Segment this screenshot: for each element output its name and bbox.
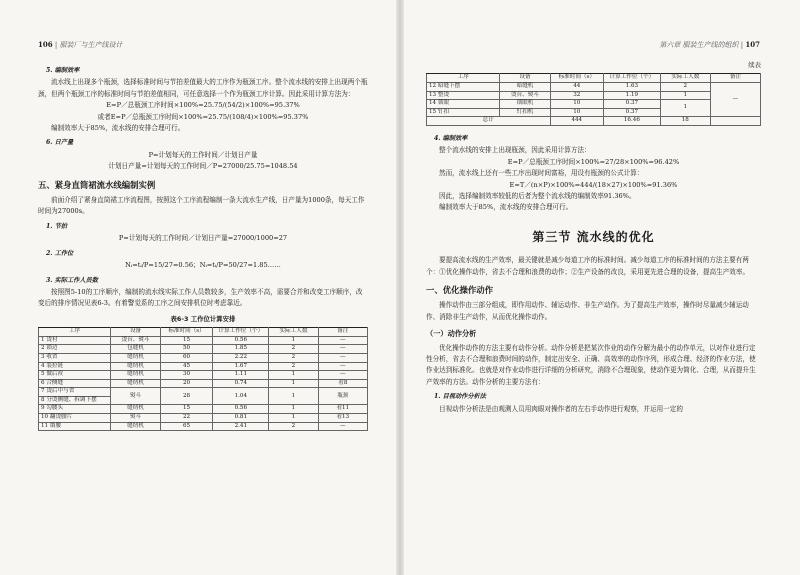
cell-note: — [318, 345, 367, 354]
cell-calc: 0.56 [213, 336, 269, 345]
paragraph: 因此，选择编制效率较低的后者为整个流水线的编制效率91.36%。 [439, 192, 636, 200]
cell-note: — [318, 422, 367, 431]
col-header: 备注 [318, 328, 367, 337]
table-row [39, 353, 368, 362]
cell-actual: 2 [269, 422, 318, 431]
workstation-table [38, 327, 368, 431]
table-caption: 表6-3 工作位计算安排 [170, 314, 236, 323]
cell-equipment: 烫台、熨斗 [111, 336, 160, 345]
paragraph: 整个流水线的安排上出现瓶颈，因此采用计算方法： [439, 146, 591, 155]
cell-process: 9 勾腰头 [39, 405, 111, 414]
cell-equipment: 包缝机 [111, 345, 160, 354]
cell-time: 60 [160, 353, 213, 362]
cell-equipment: 缝纫机 [111, 362, 160, 371]
cell-process: 11 绱腰 [39, 422, 111, 431]
formula: E=T／(n×P)×100%=444/(18×27)×100%=91.36% [509, 180, 678, 189]
cell-actual: 1 [269, 336, 318, 345]
cell-actual: 2 [269, 345, 318, 354]
right-running-header [659, 40, 760, 50]
cell-process: 1 烫衬 [39, 336, 111, 345]
paragraph: 目视动作分析法是由观测人员用肉眼对操作者的左右手动作进行观察，并运用一定的 [439, 404, 683, 413]
cell-note: 看8 [318, 379, 367, 388]
cell-calc: 1.19 [604, 91, 661, 100]
col-header: 工序 [427, 74, 500, 83]
cell-equipment: 烫台、熨斗 [500, 91, 550, 100]
cell-note: — [318, 371, 367, 380]
table-row [39, 362, 368, 371]
cell-time: 22 [160, 414, 213, 423]
subheading-visual-analysis: 1. 目视动作分析法 [434, 393, 486, 401]
cell-equipment: 熨斗 [111, 414, 160, 423]
paragraph: 然而，流水线上还有一些工序出现时间富裕，用设有瓶颈的公式计算： [439, 169, 644, 178]
paragraph: 前面介绍了紧身直筒裙工序流程图，按照这个工序流程编制一条大流水生产线，日产量为1000条，每天工作时间为27000s。 [38, 196, 365, 216]
col-header: 计算工作位（个） [604, 74, 661, 83]
cell-time: 44 [550, 83, 603, 92]
cell-time: 50 [160, 345, 213, 354]
book-title: 服装厂与生产线设计 [59, 41, 123, 49]
left-running-header [38, 40, 122, 50]
cell-note: 看11 [318, 405, 367, 414]
subheading-workstation: 2. 工作位 [46, 249, 74, 257]
table-row [39, 422, 368, 431]
cell-calc: 1.04 [213, 388, 269, 405]
cell-equipment: 锁眼机 [500, 100, 550, 109]
col-header: 标准时间（s） [160, 328, 213, 337]
cell-calc: 0.37 [604, 100, 661, 109]
formula: P=计划每天的工作时间／计划日产量 [148, 150, 258, 159]
paragraph: 编制效率大于85%，流水线的安排合理可行。 [51, 124, 185, 133]
col-header: 实际工人数 [269, 328, 318, 337]
col-header: 标准时间（s） [550, 74, 603, 83]
paragraph: 优化操作动作的方法主要有动作分析。动作分析是把某次作业的动作分解为最小的动作单元，以对作业进行定性分析，省去不合理和浪费时间的动作，制定出安全、正确、高效率的动作序列，形成合理、经济的作业方法，使作业达到标准化。也就是对作业动作进行详细的分析研究，消除不合理现象，使动作更为简化、合理，从而提升生产效率的方法。动作分析的主要方法有： [426, 343, 756, 386]
table-row [39, 388, 368, 397]
cell-calc: 0.37 [604, 108, 661, 117]
cell-process: 14 锁眼 [427, 100, 500, 109]
col-header: 实际工人数 [660, 74, 710, 83]
cell-actual: 2 [660, 83, 710, 92]
paragraph: 按照图5-10的工序顺序，编制的流水线实际工作人员数较多，生产效率不高，需要合并和改变工序顺序，改变后的排序情况见表6-3。有着警觉系的工序之间安排机位时考虑靠近。 [38, 287, 363, 308]
cell-note [710, 117, 760, 126]
cell-actual: 18 [660, 117, 710, 126]
cell-time: 45 [160, 362, 213, 371]
table-row [39, 345, 368, 354]
formula: P=计划每天的工作时间／计划日产量=27000/1000=27 [118, 234, 288, 243]
cell-total-label: 总计 [427, 117, 551, 126]
table-row [39, 379, 368, 388]
paragraph: 要提高流水线的生产效率，最关键就是减少每道工序的标准时间。减少每道工序的标准时间的方法主要有两个：①优化操作动作，省去不合理和浪费的动作；②生产设备的改良，采用更先进合理的设备，提高生产效率。 [426, 256, 750, 276]
col-header: 工序 [39, 328, 111, 337]
left-page-number: 106 [38, 40, 53, 49]
cell-note: — [318, 336, 367, 345]
cell-time: 444 [550, 117, 603, 126]
cell-equipment: 熨斗 [111, 388, 160, 405]
cell-note: — [318, 362, 367, 371]
cell-process: 5 做后衩 [39, 371, 111, 380]
cell-equipment: 缝纫机 [111, 353, 160, 362]
right-page [402, 0, 800, 575]
cell-actual: 1 [269, 388, 318, 405]
cell-equipment: 缝纫机 [111, 371, 160, 380]
section-heading: 一、优化操作动作 [426, 285, 493, 296]
cell-process: 2 锁边 [39, 345, 111, 354]
formula: 或者E=P／总瓶颈工序时间×100%=25.75/(108/4)×100%=95.37% [97, 112, 309, 121]
cell-time: 20 [160, 379, 213, 388]
cell-calc: 2.41 [213, 422, 269, 431]
cell-actual: 2 [269, 362, 318, 371]
cell-calc: 0.74 [213, 379, 269, 388]
cell-process: 13 整烫 [427, 91, 500, 100]
cell-note: 瓶颈 [318, 388, 367, 405]
subheading-takt: 1. 节拍 [46, 222, 67, 230]
table-total-row [427, 117, 761, 126]
subheading-efficiency: 5. 编制效率 [46, 67, 80, 74]
table-header-row [39, 328, 368, 337]
workstation-table-continued [426, 73, 761, 126]
cell-note-merged: — [710, 83, 760, 117]
cell-process: 3 收省 [39, 353, 111, 362]
cell-calc: 1.67 [213, 362, 269, 371]
col-header: 备注 [710, 74, 760, 83]
cell-calc: 1.63 [604, 83, 661, 92]
cell-actual: 1 [269, 379, 318, 388]
cell-actual-merged: 1 [660, 100, 710, 117]
cell-equipment: 缝纫机 [111, 422, 160, 431]
cell-calc: 2.22 [213, 353, 269, 362]
cell-actual: 1 [660, 91, 710, 100]
subheading-daily-output: 6. 日产量 [46, 139, 74, 147]
paragraph: 流水线上出现多个瓶颈，选择标准时间与节拍差值最大的工序作为瓶颈工序。整个流水线的安排上出现两个瓶颈，但两个瓶颈工序的标准时间与节拍差值相同，可任意选择一个作为瓶颈工序计算。因此采用计算方法为： [38, 78, 368, 98]
cell-time: 15 [160, 405, 213, 414]
right-content [426, 62, 761, 415]
cell-process: 6 合侧缝 [39, 379, 111, 388]
cell-time: 32 [550, 91, 603, 100]
paragraph: 编制效率大于85%，流水线的安排合理可行。 [439, 203, 573, 212]
cell-calc: 0.81 [213, 414, 269, 423]
cell-process: 7 烫后中与省 [39, 388, 111, 397]
table-header-row [427, 74, 761, 83]
chapter-label: 第六章 [659, 41, 681, 49]
cell-actual: 1 [269, 371, 318, 380]
table-row [39, 414, 368, 423]
chapter-title: 服装生产线的组织 [682, 41, 739, 49]
cell-time: 30 [160, 371, 213, 380]
table-row [39, 336, 368, 345]
cell-actual: 1 [269, 414, 318, 423]
col-header: 设备 [111, 328, 160, 337]
cell-equipment: 钉扣机 [500, 108, 550, 117]
formula: Nᵢ=tᵢ/P=15/27=0.56；Nᵢ=tᵢ/P=50/27=1.85…… [125, 261, 281, 270]
formula: 计划日产量=计划每天的工作时间／P=27000/25.75=1048.54 [108, 162, 298, 171]
left-content [38, 62, 368, 431]
cell-time: 15 [160, 336, 213, 345]
cell-actual: 1 [269, 405, 318, 414]
cell-process: 8 分烫侧缝、拆调下摆 [39, 396, 111, 405]
continued-table-label: 续表 [748, 61, 761, 69]
cell-time: 65 [160, 422, 213, 431]
cell-equipment: 缝纫机 [111, 405, 160, 414]
cell-calc: 1.11 [213, 371, 269, 380]
formula: E=P／总瓶颈工序时间×100%=25.75/(54/2)×100%=95.37% [106, 101, 300, 110]
col-header: 计算工作位（个） [213, 328, 269, 337]
cell-process: 15 钉扣 [427, 108, 500, 117]
cell-calc: 1.85 [213, 345, 269, 354]
cell-time: 28 [160, 388, 213, 405]
cell-process: 10 翻烫腰片 [39, 414, 111, 423]
table-row [39, 405, 368, 414]
cell-note: — [318, 353, 367, 362]
formula: E=P／总瓶颈工序时间×100%=27/28×100%=96.42% [507, 157, 680, 166]
section-title: 第三节 流水线的优化 [532, 229, 655, 244]
cell-time: 10 [550, 108, 603, 117]
header-separator: | [740, 41, 744, 49]
cell-process: 12 暗缝下摆 [427, 83, 500, 92]
table-row [427, 83, 761, 92]
right-page-number: 107 [745, 40, 760, 49]
subheading-actual-workers: 3. 实际工作人员数 [46, 276, 98, 284]
header-separator: | [54, 41, 58, 49]
cell-calc: 0.56 [213, 405, 269, 414]
cell-process: 4 装拉链 [39, 362, 111, 371]
cell-equipment: 缝纫机 [111, 379, 160, 388]
cell-calc: 16.46 [604, 117, 661, 126]
section-heading: 五、紧身直筒裙流水线编制实例 [38, 179, 156, 190]
subsection-heading: （一）动作分析 [426, 329, 477, 339]
cell-actual: 2 [269, 353, 318, 362]
cell-equipment: 暗缝机 [500, 83, 550, 92]
left-page [0, 0, 398, 575]
cell-time: 10 [550, 100, 603, 109]
cell-note: 看13 [318, 414, 367, 423]
col-header: 设备 [500, 74, 550, 83]
paragraph: 操作动作由三部分组成，即作用动作、辅运动作、非生产动作。为了提高生产效率，操作时尽量减少辅运动作、消除非生产动作，从而优化操作动作。 [426, 301, 749, 321]
table-row [39, 371, 368, 380]
subheading-efficiency: 4. 编制效率 [434, 134, 468, 142]
